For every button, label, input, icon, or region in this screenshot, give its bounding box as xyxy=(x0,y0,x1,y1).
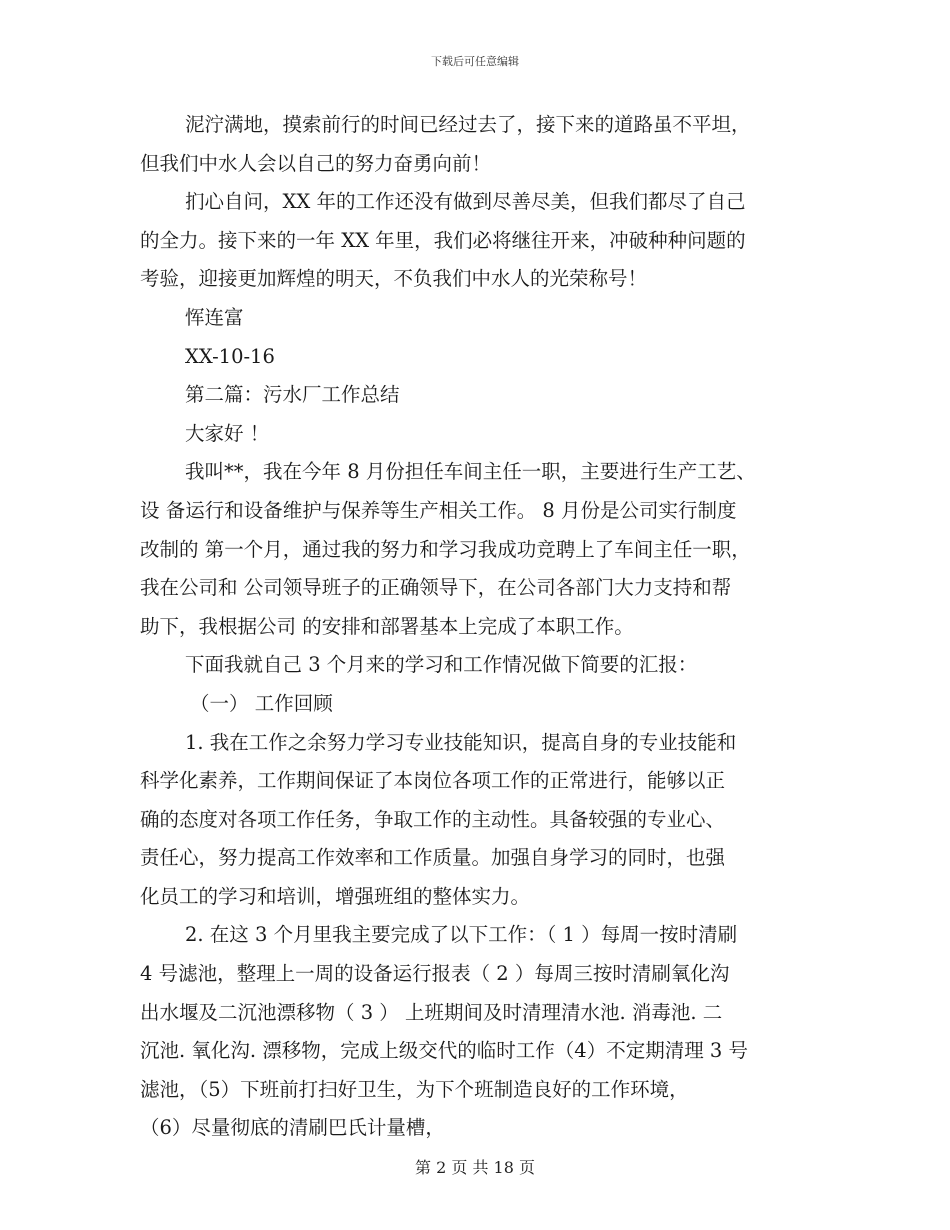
signature-name: 恽连富 xyxy=(185,305,244,329)
page-footer: 第 2 页 共 18 页 xyxy=(415,1158,535,1177)
signature-date: XX-10-16 xyxy=(185,344,275,368)
greeting: 大家好 ！ xyxy=(185,421,270,445)
text-line: 沉池. 氧化沟. 漂移物，完成上级交代的临时工作（4）不定期清理 3 号 xyxy=(140,1039,749,1063)
text-line: 但我们中水人会以自己的努力奋勇向前！ xyxy=(140,151,492,175)
text-line: 4 号滤池，整理上一周的设备运行报表（ 2 ）每周三按时清刷氧化沟 xyxy=(140,962,730,986)
subsection-title: （一） 工作回顾 xyxy=(190,691,333,715)
text-line: 我叫**，我在今年 8 月份担任车间主任一职，主要进行生产工艺、 xyxy=(185,460,756,484)
text-line: 的全力。接下来的一年 XX 年里，我们必将继往开来，冲破种种问题的 xyxy=(140,228,746,252)
text-line: 设 备运行和设备维护与保养等生产相关工作。 8 月份是公司实行制度 xyxy=(140,498,737,522)
text-line: 考验，迎接更加辉煌的明天，不负我们中水人的光荣称号！ xyxy=(140,267,648,291)
text-line: 科学化素养，工作期间保证了本岗位各项工作的正常进行，能够以正 xyxy=(140,769,726,793)
text-line: 助下，我根据公司 的安排和部署基本上完成了本职工作。 xyxy=(140,614,634,638)
text-line: 扪心自问，XX 年的工作还没有做到尽善尽美，但我们都尽了自己 xyxy=(185,190,746,214)
text-line: 1. 我在工作之余努力学习专业技能知识，提高自身的专业技能和 xyxy=(185,730,737,754)
document-body xyxy=(140,106,812,1148)
text-line: 确的态度对各项工作任务，争取工作的主动性。具备较强的专业心、 xyxy=(140,807,726,831)
text-line: 泥泞满地，摸索前行的时间已经过去了，接下来的道路虽不平坦， xyxy=(185,113,751,136)
section-title: 第二篇：污水厂工作总结 xyxy=(185,383,400,407)
text-line: 责任心，努力提高工作效率和工作质量。加强自身学习的同时，也强 xyxy=(140,846,726,870)
text-line: 出水堰及二沉池漂移物（ 3 ） 上班期间及时清理清水池. 消毒池. 二 xyxy=(140,1000,723,1024)
text-line: 化员工的学习和培训，增强班组的整体实力。 xyxy=(140,884,531,908)
text-line: 2. 在这 3 个月里我主要完成了以下工作：（ 1 ）每周一按时清刷 xyxy=(185,923,738,947)
text-line: （6）尽量彻底的清刷巴氏计量槽， xyxy=(140,1116,445,1140)
page-header: 下载后可任意编辑 xyxy=(431,55,519,68)
text-line: 我在公司和 公司领导班子的正确领导下，在公司各部门大力支持和帮 xyxy=(140,576,732,600)
text-line: 滤池，（5）下班前打扫好卫生，为下个班制造良好的工作环境， xyxy=(140,1077,689,1101)
text-line: 下面我就自己 3 个月来的学习和工作情况做下简要的汇报： xyxy=(185,653,698,677)
text-line: 改制的 第一个月，通过我的努力和学习我成功竞聘上了车间主任一职， xyxy=(140,537,751,561)
